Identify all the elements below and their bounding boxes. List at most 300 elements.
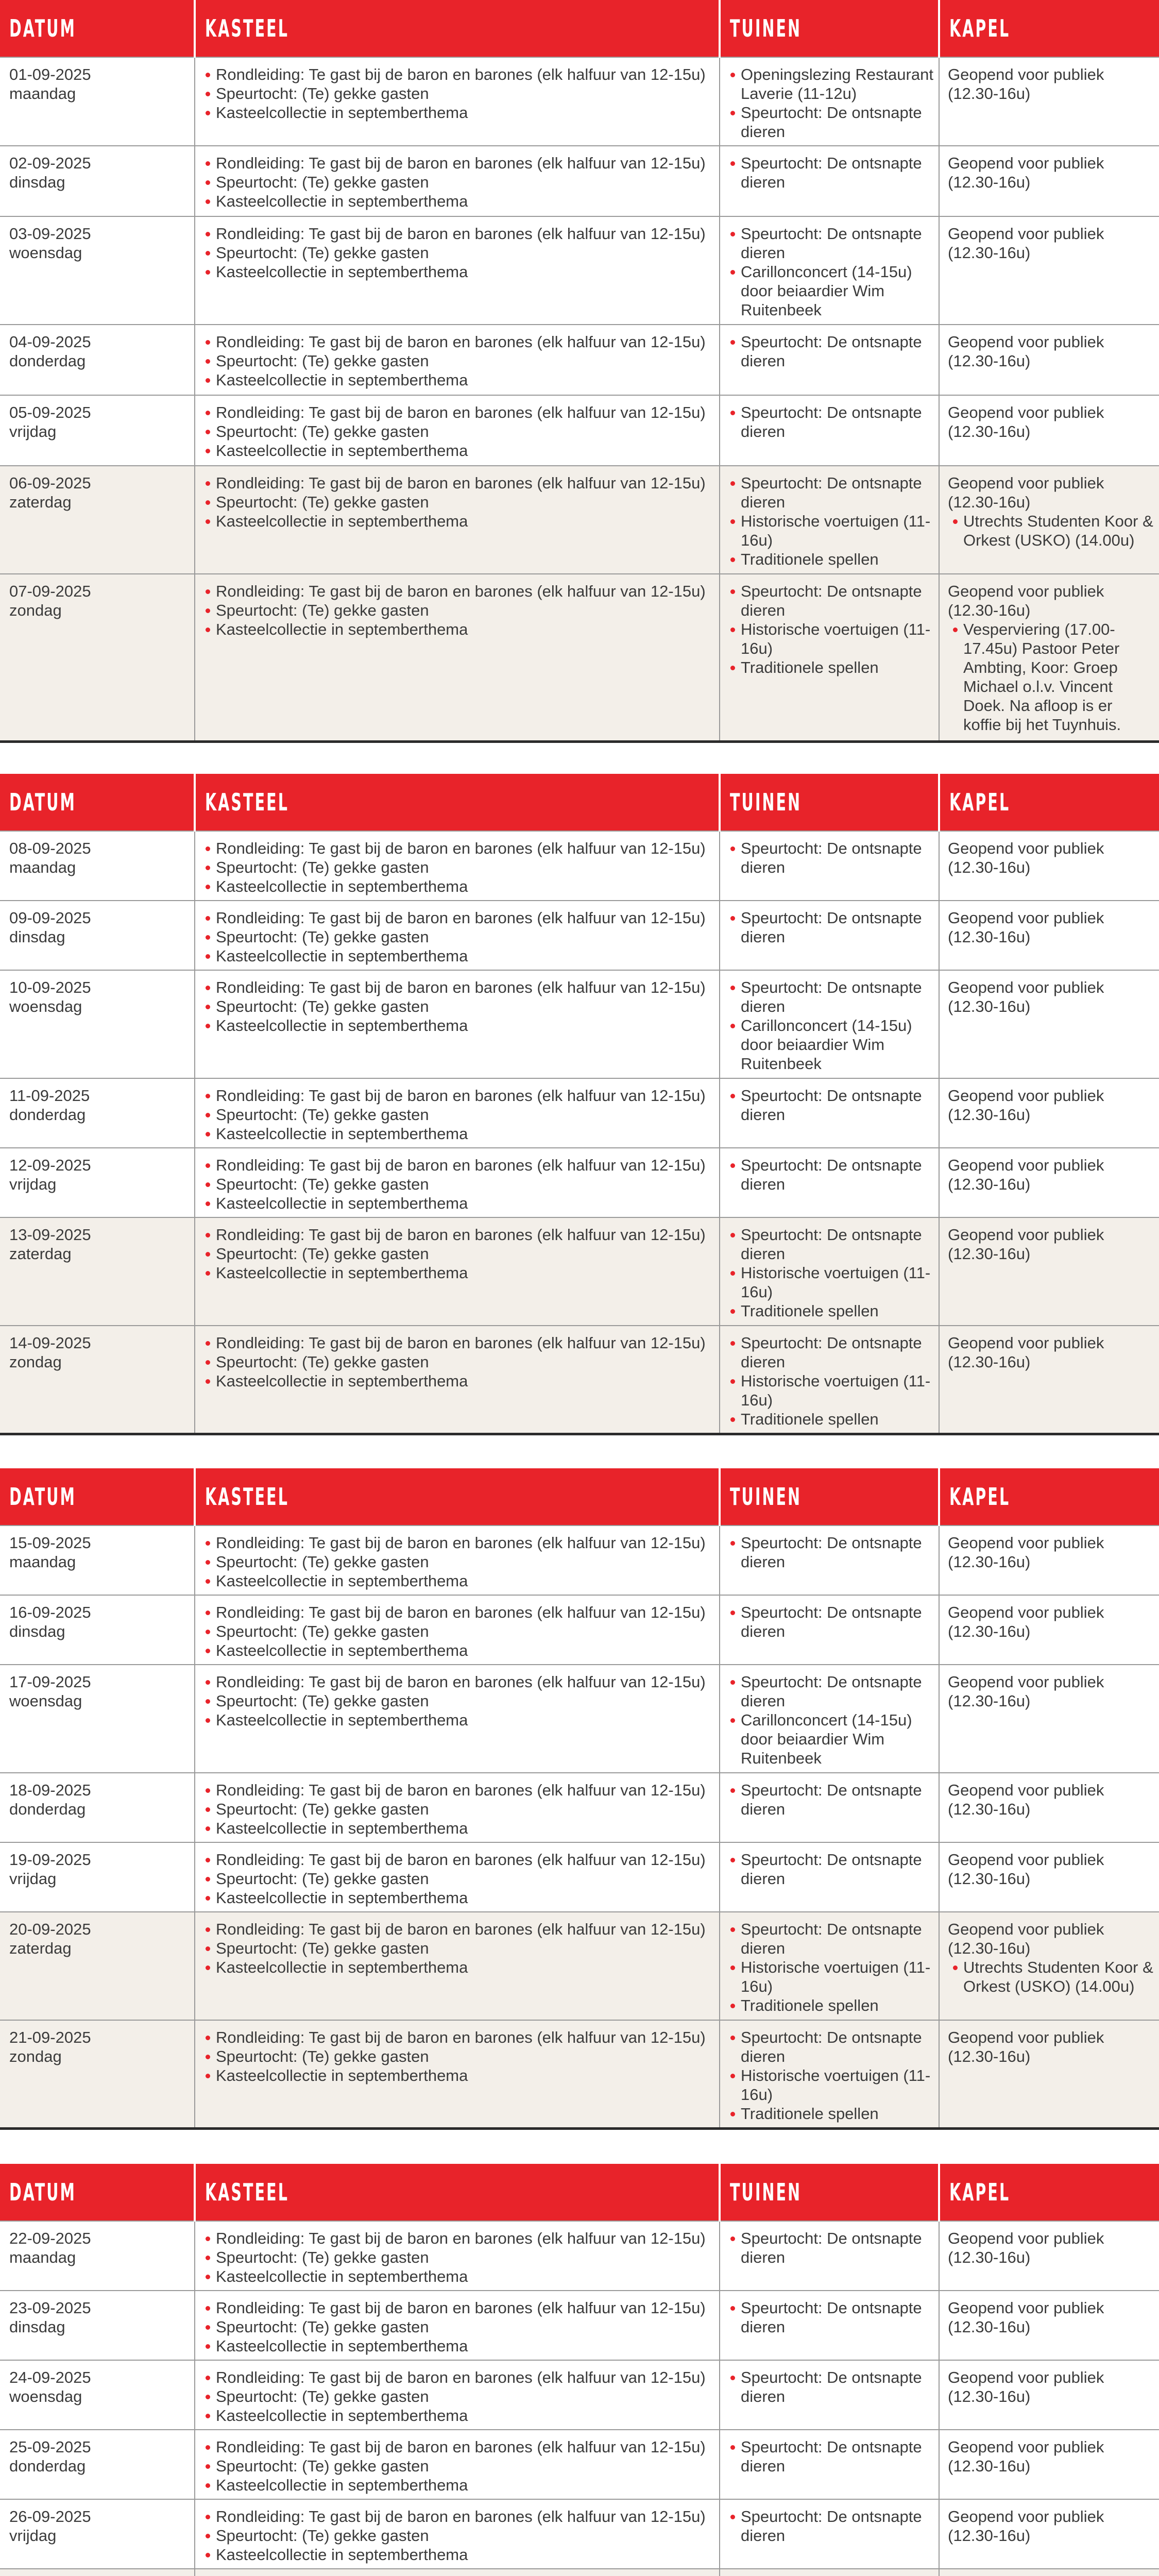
kasteel-cell (195, 2430, 720, 2499)
kasteel-item: Speurtocht: (Te) gekke gasten (203, 243, 714, 262)
date-text: 26-09-2025 (9, 2507, 91, 2526)
tuinen-item: Traditionele spellen (728, 1410, 933, 1429)
kasteel-list (203, 908, 714, 965)
tuinen-header (720, 1468, 939, 1526)
kasteel-item: Speurtocht: (Te) gekke gasten (203, 927, 714, 946)
date-text: 22-09-2025 (9, 2229, 91, 2247)
day-row (0, 2499, 1159, 2569)
kapel-status: Geopend voor publiek (12.30-16u) (948, 2507, 1104, 2545)
day-row (0, 901, 1159, 970)
date-text: 25-09-2025 (9, 2438, 91, 2456)
kasteel-list (203, 1781, 714, 1838)
kapel-header-label: KAPEL (949, 788, 1011, 816)
date-text: 13-09-2025 (9, 1226, 91, 1244)
day-row (0, 2221, 1159, 2291)
kapel-item: Utrechts Studenten Koor & Orkest (USKO) (14.00u) (951, 512, 1154, 550)
tuinen-item: Speurtocht: De ontsnapte dieren (728, 582, 933, 620)
kapel-cell (939, 395, 1159, 466)
kasteel-item: Rondleiding: Te gast bij de baron en barones (elk halfuur van 12-15u) (203, 2298, 714, 2317)
tuinen-item: Traditionele spellen (728, 2104, 933, 2123)
weekday-text: vrijdag (9, 1175, 57, 1193)
day-row (0, 970, 1159, 1078)
program-table (0, 0, 1159, 743)
date-text: 03-09-2025 (9, 225, 91, 243)
weekday-text: woensdag (9, 244, 82, 262)
date-text: 12-09-2025 (9, 1156, 91, 1174)
kasteel-list (203, 2437, 714, 2495)
weekday-text: woensdag (9, 1692, 82, 1710)
tuinen-list (728, 2028, 933, 2123)
tuinen-header-label: TUINEN (730, 14, 802, 42)
date-text: 18-09-2025 (9, 1781, 91, 1799)
weekday-text: donderdag (9, 2457, 86, 2475)
date-cell (0, 2360, 195, 2430)
kasteel-item: Speurtocht: (Te) gekke gasten (203, 1175, 714, 1194)
tuinen-item: Speurtocht: De ontsnapte dieren (728, 2507, 933, 2545)
date-cell (0, 1326, 195, 1434)
date-cell (0, 1912, 195, 2020)
day-row (0, 1217, 1159, 1326)
day-row (0, 1773, 1159, 1842)
date-cell (0, 831, 195, 901)
tuinen-item: Traditionele spellen (728, 1301, 933, 1320)
tuinen-list (728, 1672, 933, 1768)
tuinen-item: Traditionele spellen (728, 1996, 933, 2015)
kasteel-item: Speurtocht: (Te) gekke gasten (203, 858, 714, 877)
kasteel-item: Kasteelcollectie in septemberthema (203, 946, 714, 965)
tuinen-item: Speurtocht: De ontsnapte dieren (728, 908, 933, 946)
tuinen-cell (720, 1665, 939, 1773)
day-row (0, 325, 1159, 395)
kapel-cell (939, 1595, 1159, 1665)
kapel-list (948, 620, 1154, 734)
day-row (0, 574, 1159, 741)
tuinen-item: Carillonconcert (14-15u) door beiaardier Wim Ruitenbeek (728, 262, 933, 319)
weekday-text: dinsdag (9, 1622, 65, 1640)
kasteel-item: Speurtocht: (Te) gekke gasten (203, 2387, 714, 2406)
kasteel-item: Kasteelcollectie in septemberthema (203, 2267, 714, 2286)
datum-header-label: DATUM (9, 14, 77, 42)
kasteel-item: Speurtocht: (Te) gekke gasten (203, 2317, 714, 2336)
kapel-cell (939, 1912, 1159, 2020)
kasteel-list (203, 65, 714, 122)
kasteel-list (203, 1333, 714, 1391)
kasteel-item: Speurtocht: (Te) gekke gasten (203, 422, 714, 441)
kasteel-list (203, 2507, 714, 2564)
datum-header (0, 2164, 195, 2221)
weekday-text: maandag (9, 84, 76, 103)
tuinen-item: Speurtocht: De ontsnapte dieren (728, 839, 933, 877)
kapel-cell (939, 57, 1159, 146)
kasteel-item: Rondleiding: Te gast bij de baron en barones (elk halfuur van 12-15u) (203, 2368, 714, 2387)
date-text: 14-09-2025 (9, 1334, 91, 1352)
tuinen-cell (720, 1078, 939, 1148)
weekday-text: vrijdag (9, 2527, 57, 2545)
kasteel-item: Rondleiding: Te gast bij de baron en barones (elk halfuur van 12-15u) (203, 332, 714, 351)
kasteel-item: Speurtocht: (Te) gekke gasten (203, 997, 714, 1016)
tuinen-cell (720, 1842, 939, 1912)
kasteel-header (195, 1468, 720, 1526)
date-cell (0, 1526, 195, 1595)
kapel-cell (939, 2221, 1159, 2291)
kasteel-cell (195, 1078, 720, 1148)
tuinen-cell (720, 216, 939, 325)
kapel-cell (939, 325, 1159, 395)
kapel-status: Geopend voor publiek (12.30-16u) (948, 1534, 1104, 1571)
week-table (0, 774, 1159, 1435)
week-table (0, 2164, 1159, 2576)
kasteel-item: Kasteelcollectie in septemberthema (203, 1710, 714, 1730)
program-table (0, 2164, 1159, 2576)
kasteel-item: Speurtocht: (Te) gekke gasten (203, 493, 714, 512)
kasteel-item: Rondleiding: Te gast bij de baron en barones (elk halfuur van 12-15u) (203, 1086, 714, 1105)
tuinen-list (728, 1781, 933, 1819)
day-row (0, 1078, 1159, 1148)
date-text: 08-09-2025 (9, 839, 91, 857)
tuinen-item: Openingslezing Restaurant Laverie (11-12u) (728, 65, 933, 103)
kasteel-header-label: KASTEEL (205, 1483, 289, 1511)
tuinen-item: Speurtocht: De ontsnapte dieren (728, 473, 933, 512)
datum-header-label: DATUM (9, 1483, 77, 1511)
weekday-text: vrijdag (9, 422, 57, 440)
tuinen-list (728, 224, 933, 319)
kasteel-list (203, 2229, 714, 2286)
tuinen-cell (720, 1912, 939, 2020)
datum-header (0, 1468, 195, 1526)
kasteel-item: Rondleiding: Te gast bij de baron en barones (elk halfuur van 12-15u) (203, 65, 714, 84)
tuinen-item: Historische voertuigen (11-16u) (728, 1371, 933, 1410)
kapel-status: Geopend voor publiek (12.30-16u) (948, 1087, 1104, 1124)
tuinen-list (728, 1156, 933, 1194)
tuinen-list (728, 1225, 933, 1320)
kapel-status: Geopend voor publiek (12.30-16u) (948, 1334, 1104, 1371)
kapel-status: Geopend voor publiek (12.30-16u) (948, 2438, 1104, 2475)
kapel-header-label: KAPEL (949, 1483, 1011, 1511)
kasteel-list (203, 1672, 714, 1730)
kasteel-list (203, 1156, 714, 1213)
kapel-cell (939, 2291, 1159, 2360)
tuinen-cell (720, 901, 939, 970)
kasteel-list (203, 332, 714, 389)
tuinen-list (728, 1333, 933, 1429)
kasteel-list (203, 978, 714, 1035)
kapel-cell (939, 2430, 1159, 2499)
tuinen-item: Historische voertuigen (11-16u) (728, 620, 933, 658)
day-row (0, 831, 1159, 901)
tuinen-item: Speurtocht: De ontsnapte dieren (728, 2298, 933, 2336)
kapel-header (939, 1468, 1159, 1526)
weekday-text: dinsdag (9, 928, 65, 946)
kasteel-list (203, 582, 714, 639)
date-cell (0, 2221, 195, 2291)
weekday-text: woensdag (9, 2387, 82, 2405)
kasteel-cell (195, 325, 720, 395)
kasteel-item: Rondleiding: Te gast bij de baron en barones (elk halfuur van 12-15u) (203, 1672, 714, 1691)
kasteel-item: Speurtocht: (Te) gekke gasten (203, 1352, 714, 1371)
kasteel-item: Kasteelcollectie in septemberthema (203, 1124, 714, 1143)
tuinen-list (728, 403, 933, 441)
date-text: 04-09-2025 (9, 333, 91, 351)
tuinen-list (728, 908, 933, 946)
program-table (0, 1468, 1159, 2130)
kasteel-item: Speurtocht: (Te) gekke gasten (203, 1105, 714, 1124)
kasteel-cell (195, 216, 720, 325)
datum-header-label: DATUM (9, 2178, 77, 2206)
kasteel-item: Rondleiding: Te gast bij de baron en barones (elk halfuur van 12-15u) (203, 154, 714, 173)
tuinen-item: Speurtocht: De ontsnapte dieren (728, 2437, 933, 2476)
kasteel-item: Kasteelcollectie in septemberthema (203, 877, 714, 896)
kasteel-item: Kasteelcollectie in septemberthema (203, 1641, 714, 1660)
kasteel-item: Rondleiding: Te gast bij de baron en barones (elk halfuur van 12-15u) (203, 1603, 714, 1622)
kasteel-list (203, 1086, 714, 1143)
program-table (0, 774, 1159, 1435)
kasteel-list (203, 1850, 714, 1907)
kapel-status: Geopend voor publiek (12.30-16u) (948, 333, 1104, 370)
tuinen-list (728, 582, 933, 677)
kasteel-cell (195, 57, 720, 146)
kasteel-item: Speurtocht: (Te) gekke gasten (203, 173, 714, 192)
kasteel-item: Kasteelcollectie in septemberthema (203, 441, 714, 460)
tuinen-item: Speurtocht: De ontsnapte dieren (728, 978, 933, 1016)
kapel-cell (939, 970, 1159, 1078)
kasteel-item: Rondleiding: Te gast bij de baron en barones (elk halfuur van 12-15u) (203, 978, 714, 997)
tuinen-item: Speurtocht: De ontsnapte dieren (728, 2368, 933, 2406)
tuinen-cell (720, 831, 939, 901)
date-text: 05-09-2025 (9, 403, 91, 421)
date-cell (0, 216, 195, 325)
kapel-cell (939, 1148, 1159, 1217)
kasteel-item: Kasteelcollectie in septemberthema (203, 370, 714, 389)
kasteel-item: Rondleiding: Te gast bij de baron en barones (elk halfuur van 12-15u) (203, 1920, 714, 1939)
kasteel-item: Speurtocht: (Te) gekke gasten (203, 84, 714, 103)
kasteel-item: Kasteelcollectie in septemberthema (203, 2336, 714, 2355)
tuinen-header-label: TUINEN (730, 2178, 802, 2206)
kasteel-item: Speurtocht: (Te) gekke gasten (203, 2047, 714, 2066)
kapel-status: Geopend voor publiek (12.30-16u) (948, 839, 1104, 876)
weekday-text: zaterdag (9, 493, 72, 511)
kasteel-cell (195, 970, 720, 1078)
kasteel-item: Kasteelcollectie in septemberthema (203, 512, 714, 531)
date-text: 11-09-2025 (9, 1087, 90, 1105)
kapel-list (948, 1958, 1154, 1996)
date-cell (0, 574, 195, 741)
weekday-text: dinsdag (9, 2318, 65, 2336)
datum-header-label: DATUM (9, 788, 77, 816)
tuinen-cell (720, 466, 939, 574)
tuinen-item: Speurtocht: De ontsnapte dieren (728, 2028, 933, 2066)
tuinen-cell (720, 2020, 939, 2129)
kasteel-list (203, 403, 714, 460)
day-row (0, 2569, 1159, 2576)
kapel-cell (939, 1078, 1159, 1148)
kasteel-item: Kasteelcollectie in septemberthema (203, 1571, 714, 1590)
tuinen-item: Speurtocht: De ontsnapte dieren (728, 1781, 933, 1819)
kasteel-cell (195, 2020, 720, 2129)
tuinen-cell (720, 2291, 939, 2360)
kasteel-item: Rondleiding: Te gast bij de baron en barones (elk halfuur van 12-15u) (203, 224, 714, 243)
date-text: 09-09-2025 (9, 909, 91, 927)
date-text: 15-09-2025 (9, 1534, 91, 1552)
date-cell (0, 1773, 195, 1842)
kasteel-item: Speurtocht: (Te) gekke gasten (203, 2248, 714, 2267)
day-row (0, 466, 1159, 574)
weekday-text: zaterdag (9, 1939, 72, 1957)
kapel-status: Geopend voor publiek (12.30-16u) (948, 403, 1104, 440)
week-table (0, 0, 1159, 743)
date-text: 01-09-2025 (9, 65, 91, 83)
date-cell (0, 1842, 195, 1912)
datum-header (0, 0, 195, 57)
day-row (0, 57, 1159, 146)
date-text: 24-09-2025 (9, 2368, 91, 2386)
header-row (0, 2164, 1159, 2221)
kasteel-item: Kasteelcollectie in septemberthema (203, 1016, 714, 1035)
tuinen-item: Historische voertuigen (11-16u) (728, 512, 933, 550)
tuinen-cell (720, 325, 939, 395)
kapel-cell (939, 1326, 1159, 1434)
tuinen-header-label: TUINEN (730, 788, 802, 816)
date-cell (0, 2430, 195, 2499)
tuinen-item: Speurtocht: De ontsnapte dieren (728, 1603, 933, 1641)
header-row (0, 0, 1159, 57)
header-row (0, 774, 1159, 831)
tuinen-header (720, 0, 939, 57)
kapel-status: Geopend voor publiek (12.30-16u) (948, 1851, 1104, 1888)
kasteel-item: Speurtocht: (Te) gekke gasten (203, 1939, 714, 1958)
day-row (0, 146, 1159, 216)
kasteel-item: Kasteelcollectie in septemberthema (203, 262, 714, 281)
weekday-text: zondag (9, 601, 62, 619)
date-cell (0, 2569, 195, 2576)
kasteel-list (203, 839, 714, 896)
tuinen-list (728, 978, 933, 1073)
kapel-status: Geopend voor publiek (12.30-16u) (948, 1156, 1104, 1193)
kapel-status: Geopend voor publiek (12.30-16u) (948, 1226, 1104, 1263)
kasteel-item: Kasteelcollectie in septemberthema (203, 1958, 714, 1977)
weekday-text: maandag (9, 1553, 76, 1571)
kapel-cell (939, 2020, 1159, 2129)
kasteel-item: Speurtocht: (Te) gekke gasten (203, 2456, 714, 2476)
kapel-cell (939, 901, 1159, 970)
kapel-item: Utrechts Studenten Koor & Orkest (USKO) (14.00u) (951, 1958, 1154, 1996)
tuinen-list (728, 2368, 933, 2406)
kasteel-cell (195, 1148, 720, 1217)
kasteel-cell (195, 2221, 720, 2291)
weekday-text: zondag (9, 2047, 62, 2065)
kapel-header-label: KAPEL (949, 14, 1011, 42)
day-row (0, 2291, 1159, 2360)
kasteel-item: Speurtocht: (Te) gekke gasten (203, 1622, 714, 1641)
tuinen-item: Speurtocht: De ontsnapte dieren (728, 1086, 933, 1124)
kasteel-item: Kasteelcollectie in septemberthema (203, 2545, 714, 2564)
tuinen-cell (720, 2221, 939, 2291)
date-text: 23-09-2025 (9, 2299, 91, 2317)
kasteel-item: Kasteelcollectie in septemberthema (203, 2406, 714, 2425)
kasteel-cell (195, 1665, 720, 1773)
kapel-cell (939, 216, 1159, 325)
kapel-cell (939, 2360, 1159, 2430)
kapel-status: Geopend voor publiek (12.30-16u) (948, 1673, 1104, 1710)
kapel-header-label: KAPEL (949, 2178, 1011, 2206)
day-row (0, 1842, 1159, 1912)
kapel-status: Geopend voor publiek (12.30-16u) (948, 154, 1104, 191)
tuinen-list (728, 1850, 933, 1888)
kasteel-item: Kasteelcollectie in septemberthema (203, 1263, 714, 1282)
date-text: 17-09-2025 (9, 1673, 91, 1691)
kapel-cell (939, 1217, 1159, 1326)
kasteel-item: Rondleiding: Te gast bij de baron en barones (elk halfuur van 12-15u) (203, 1850, 714, 1869)
kasteel-item: Kasteelcollectie in septemberthema (203, 1194, 714, 1213)
date-cell (0, 901, 195, 970)
kapel-status: Geopend voor publiek (12.30-16u) (948, 909, 1104, 946)
tuinen-item: Historische voertuigen (11-16u) (728, 1958, 933, 1996)
tuinen-item: Speurtocht: De ontsnapte dieren (728, 403, 933, 441)
kasteel-item: Kasteelcollectie in septemberthema (203, 1371, 714, 1391)
kasteel-item: Speurtocht: (Te) gekke gasten (203, 1244, 714, 1263)
kasteel-item: Rondleiding: Te gast bij de baron en barones (elk halfuur van 12-15u) (203, 582, 714, 601)
kapel-status: Geopend voor publiek (12.30-16u) (948, 65, 1104, 103)
day-row (0, 1912, 1159, 2020)
date-cell (0, 2020, 195, 2129)
tuinen-item: Historische voertuigen (11-16u) (728, 2066, 933, 2104)
kapel-cell (939, 146, 1159, 216)
kasteel-item: Kasteelcollectie in septemberthema (203, 2066, 714, 2085)
kasteel-cell (195, 574, 720, 741)
kasteel-item: Kasteelcollectie in septemberthema (203, 192, 714, 211)
kapel-status: Geopend voor publiek (12.30-16u) (948, 2229, 1104, 2266)
kasteel-cell (195, 1842, 720, 1912)
date-cell (0, 1217, 195, 1326)
tuinen-cell (720, 2499, 939, 2569)
tuinen-item: Speurtocht: De ontsnapte dieren (728, 103, 933, 141)
tuinen-list (728, 2298, 933, 2336)
kapel-cell (939, 2569, 1159, 2576)
kasteel-item: Rondleiding: Te gast bij de baron en barones (elk halfuur van 12-15u) (203, 1225, 714, 1244)
day-row (0, 1326, 1159, 1434)
kasteel-header (195, 2164, 720, 2221)
kasteel-header-label: KASTEEL (205, 788, 289, 816)
date-cell (0, 466, 195, 574)
kasteel-item: Rondleiding: Te gast bij de baron en barones (elk halfuur van 12-15u) (203, 1781, 714, 1800)
tuinen-list (728, 473, 933, 569)
kasteel-cell (195, 1595, 720, 1665)
date-text: 20-09-2025 (9, 1920, 91, 1938)
tuinen-item: Speurtocht: De ontsnapte dieren (728, 1156, 933, 1194)
tuinen-item: Traditionele spellen (728, 550, 933, 569)
day-row (0, 1148, 1159, 1217)
date-text: 10-09-2025 (9, 978, 91, 996)
kasteel-cell (195, 1526, 720, 1595)
tuinen-item: Speurtocht: De ontsnapte dieren (728, 1533, 933, 1571)
weekday-text: donderdag (9, 352, 86, 370)
kapel-cell (939, 1526, 1159, 1595)
header-row (0, 1468, 1159, 1526)
date-text: 06-09-2025 (9, 474, 91, 492)
kasteel-header (195, 0, 720, 57)
kasteel-item: Rondleiding: Te gast bij de baron en barones (elk halfuur van 12-15u) (203, 2507, 714, 2526)
kasteel-header (195, 774, 720, 831)
date-cell (0, 325, 195, 395)
kasteel-item: Speurtocht: (Te) gekke gasten (203, 601, 714, 620)
kasteel-cell (195, 2569, 720, 2576)
kasteel-cell (195, 395, 720, 466)
day-row (0, 395, 1159, 466)
kasteel-item: Kasteelcollectie in septemberthema (203, 1888, 714, 1907)
day-row (0, 2430, 1159, 2499)
kasteel-cell (195, 1912, 720, 2020)
kasteel-cell (195, 1773, 720, 1842)
kapel-status: Geopend voor publiek (12.30-16u) (948, 1603, 1104, 1640)
